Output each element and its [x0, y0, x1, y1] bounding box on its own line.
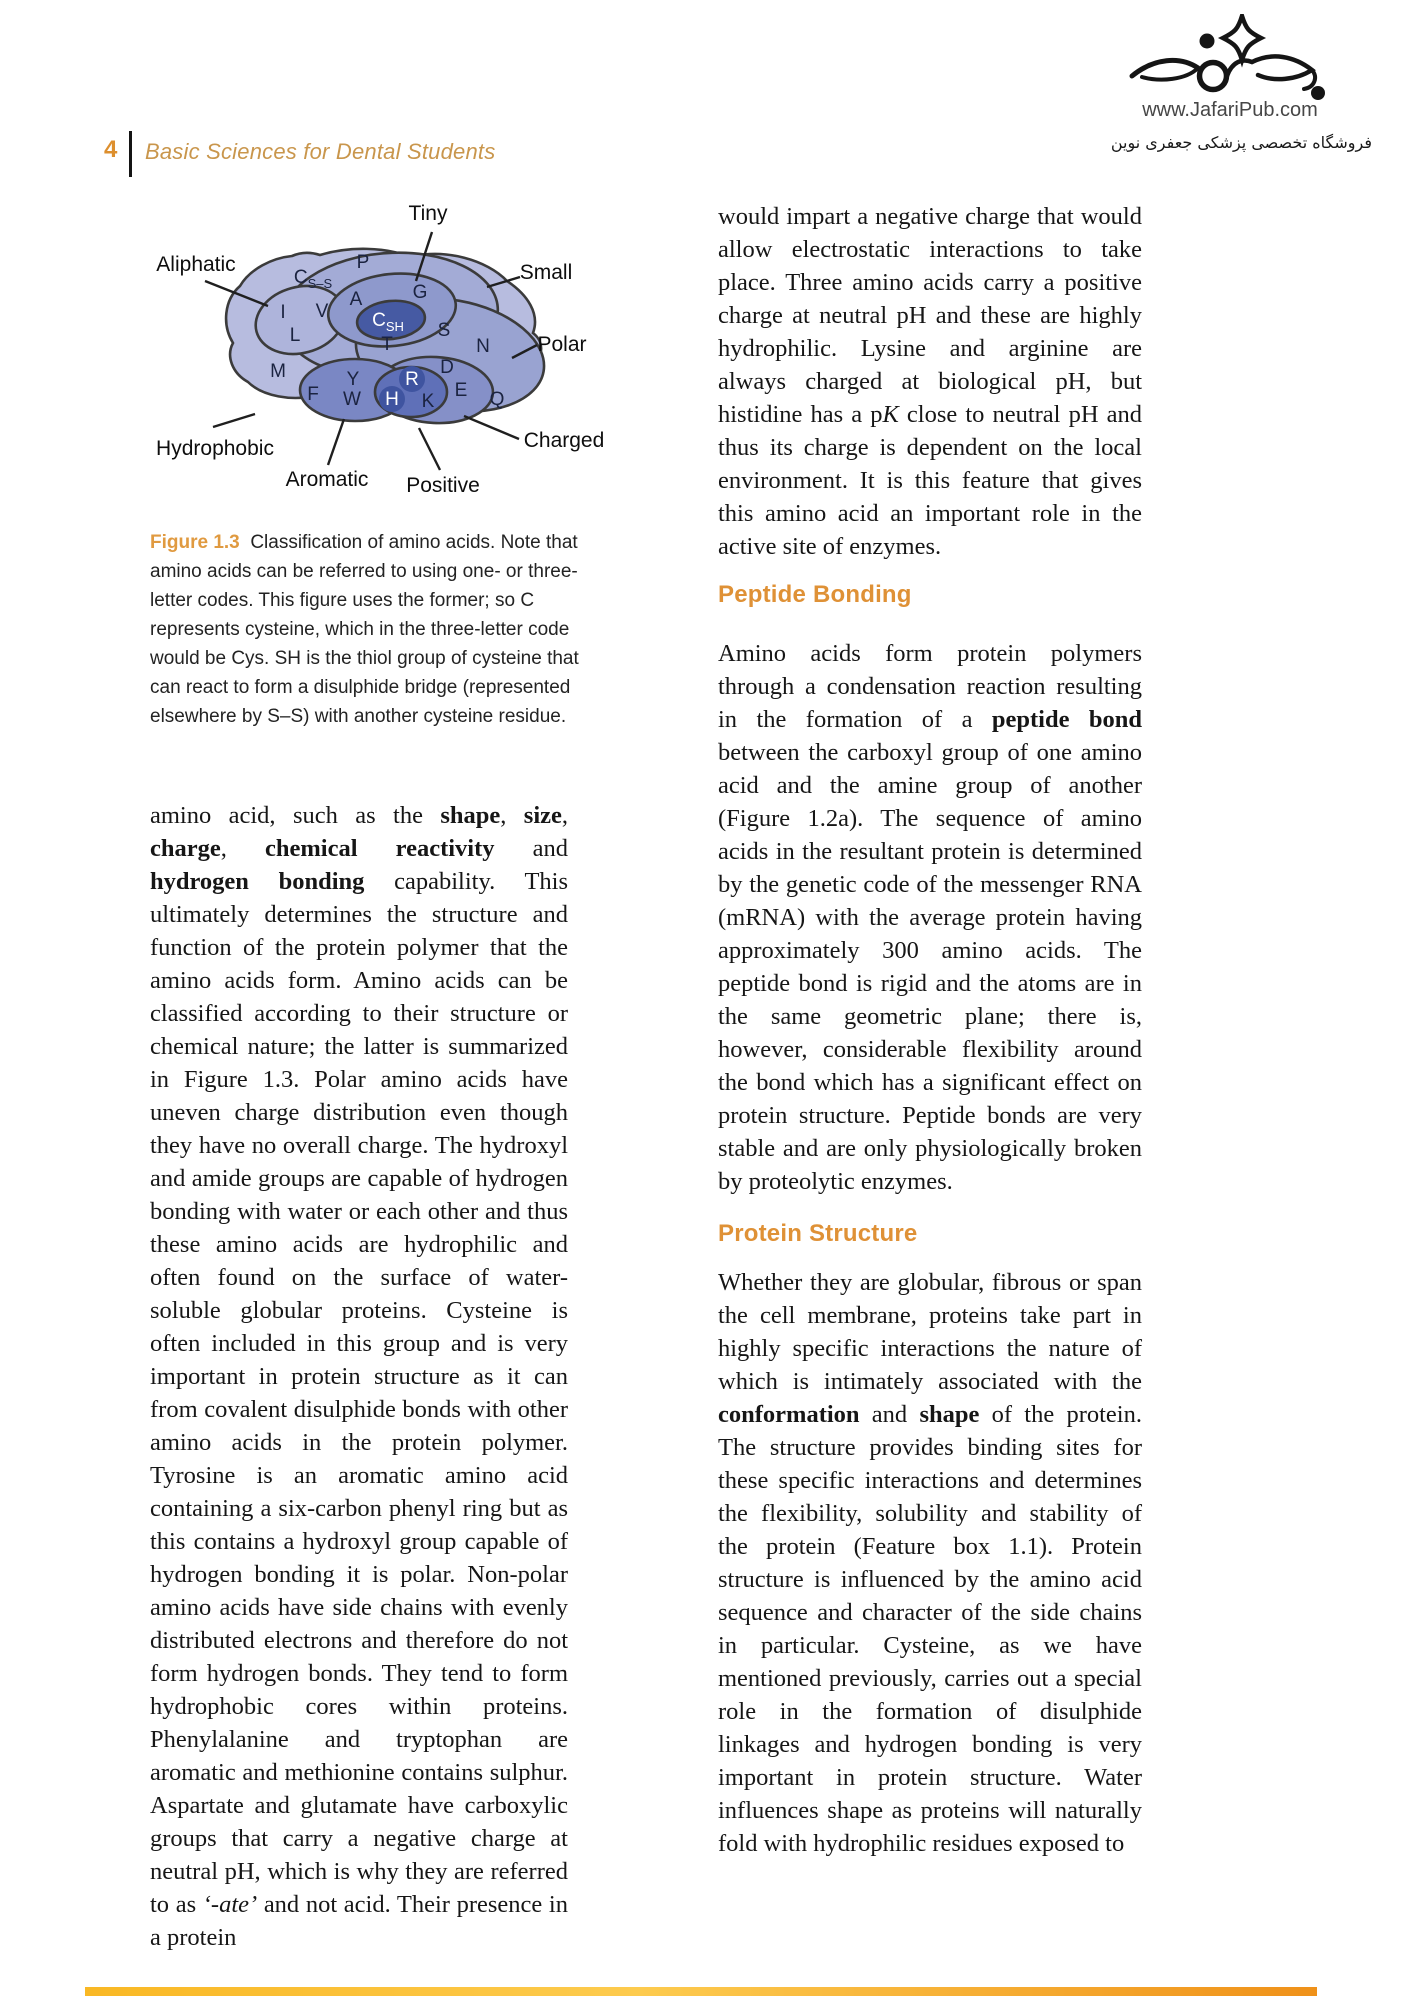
amino-acid-letter-S: S — [437, 320, 451, 341]
jafaripub-logo-icon — [1124, 14, 1336, 106]
figure-amino-acid-venn-diagram — [140, 195, 620, 505]
amino-acid-letter-N: N — [476, 336, 490, 357]
text-segment: peptide bond — [991, 706, 1143, 733]
amino-acid-letter-T: T — [381, 334, 393, 355]
page-number: 4 — [104, 136, 118, 163]
text-segment: shape — [919, 1401, 980, 1428]
region-label-small: Small — [519, 261, 573, 284]
text-segment: and — [859, 1401, 920, 1428]
text-segment: chemical reactivity — [265, 835, 495, 862]
amino-acid-letter-H: H — [385, 389, 399, 410]
publisher-tagline-farsi: فروشگاه تخصصی پزشکی جعفری نوین — [1110, 133, 1372, 152]
figure-caption — [150, 528, 605, 731]
right-column-paragraph-1 — [718, 200, 1142, 563]
header-divider-bar — [129, 131, 132, 177]
amino-acid-letter-R: R — [405, 369, 419, 390]
region-label-aliphatic: Aliphatic — [156, 253, 236, 276]
amino-acid-letter-L: L — [289, 325, 301, 346]
amino-acid-letter-G: G — [412, 282, 428, 303]
logo-dot-left — [1200, 34, 1215, 49]
amino-acid-letter-A: A — [349, 289, 363, 310]
section-heading-protein-structure: Protein Structure — [718, 1220, 918, 1247]
text-segment: Amino acids form protein polymers through a condensation reaction resulting in the formation of a — [718, 640, 1142, 733]
text-segment: shape — [440, 802, 501, 829]
amino-acid-letter-Y: Y — [346, 369, 360, 390]
region-label-positive: Positive — [406, 474, 480, 497]
text-segment: K — [882, 401, 899, 428]
amino-acid-letter-V: V — [315, 301, 329, 322]
text-segment: of the protein. The structure provides binding sites for these specific interactions and determines the flexibility, solubility and stability of the protein (Feature box 1.1). Protein structure is influenced by the amino acid sequence and character of the side chains in particular. Cysteine, as we have mentioned previously, carries out a special role in the formation of disulphide linkages and hydrogen bonding is very important in protein structure. Water influences shape as proteins will naturally fold with hydrophilic residues exposed to — [718, 1401, 1142, 1857]
figure-caption-text: Classification of amino acids. Note that amino acids can be referred to using one- or three-letter codes. This figure uses the former; so C represents cysteine, which in the three-letter code would be Cys. SH is the thiol group of cysteine that can react to form a disulphide bridge (represented elsewhere by S–S) with another cysteine residue. — [150, 532, 579, 727]
region-label-tiny: Tiny — [408, 202, 448, 225]
text-segment: ‘-ate’ — [202, 1891, 258, 1918]
right-column-paragraph-2 — [718, 637, 1142, 1198]
region-label-charged: Charged — [523, 429, 605, 452]
region-label-aromatic: Aromatic — [285, 468, 369, 491]
running-title: Basic Sciences for Dental Students — [145, 139, 496, 164]
amino-acid-letter-P: P — [356, 252, 370, 273]
amino-acid-letter-C-SH: $C_{SH}$ — [372, 310, 404, 334]
text-segment: , — [220, 835, 265, 862]
right-column-paragraph-3 — [718, 1266, 1142, 1860]
region-label-hydrophobic: Hydrophobic — [156, 437, 274, 460]
bottom-accent-bar — [85, 1987, 1317, 1996]
left-column-paragraph — [150, 799, 568, 1954]
amino-acid-letter-D: D — [440, 357, 454, 378]
text-segment: size — [523, 802, 562, 829]
text-segment: charge — [150, 835, 221, 862]
text-segment: Whether they are globular, fibrous or span the cell membrane, proteins take part in highly specific interactions the nature of which is intimately associated with the — [718, 1269, 1142, 1395]
amino-acid-letter-M: M — [270, 361, 286, 382]
leader-line-charged — [464, 416, 519, 439]
amino-acid-letter-E: E — [454, 380, 468, 401]
leader-line-aromatic — [328, 419, 344, 465]
section-heading-peptide-bonding: Peptide Bonding — [718, 581, 912, 608]
leader-line-hydrophobic — [213, 414, 255, 427]
amino-acid-letter-C-S–S: $C_{S-S}$ — [293, 267, 333, 291]
logo-star — [1223, 16, 1261, 60]
text-segment: conformation — [718, 1401, 860, 1428]
text-segment: would impart a negative charge that would allow electrostatic interactions to take place. Three amino acids carry a positive charge at neutral pH and these are highly hydrophilic. Lysine and arginine are always charged at biological pH, but histidine has a p — [718, 203, 1142, 428]
logo-dot-right — [1311, 86, 1325, 100]
text-segment: , — [500, 802, 524, 829]
amino-acid-letter-W: W — [343, 389, 361, 410]
text-segment: capability. This ultimately determines the structure and function of the protein polymer that the amino acids form. Amino acids can be classified according to their structure or chemical nature; the latter is summarized in Figure 1.3. Polar amino acids have uneven charge distribution even though they have no overall charge. The hydroxyl and amide groups are capable of hydrogen bonding with water or each other and thus these amino acids are hydrophilic and often found on the surface of water-soluble globular proteins. Cysteine is often included in this group and is very important in protein structure as it can from covalent disulphide bonds with other amino acids in the protein polymer. Tyrosine is an aromatic amino acid containing a six-carbon phenyl ring but as this contains a hydroxyl group capable of hydrogen bonding it is polar. Non-polar amino acids have side chains with evenly distributed electrons and therefore do not form hydrogen bonds. They tend to form hydrophobic cores within proteins. Phenylalanine and tryptophan are aromatic and methionine contains sulphur. Aspartate and glutamate have carboxylic groups that carry a negative charge at neutral pH, which is why they are referred to as — [150, 868, 569, 1918]
figure-caption-label: Figure 1.3 — [150, 532, 240, 553]
text-segment: hydrogen bonding — [150, 868, 365, 895]
amino-acid-letter-Q: Q — [489, 389, 505, 410]
amino-acid-letter-F: F — [307, 384, 319, 405]
region-label-polar: Polar — [537, 333, 587, 356]
leader-line-positive — [419, 428, 440, 470]
amino-acid-letter-K: K — [421, 391, 435, 412]
text-segment: amino acid, such as the — [150, 802, 441, 829]
text-segment: and not acid. Their presence in a protein — [150, 1891, 568, 1951]
text-segment: , — [561, 802, 569, 829]
publisher-website: www.JafariPub.com — [1142, 99, 1318, 121]
text-segment: between the carboxyl group of one amino acid and the amine group of another (Figure 1.2a). The sequence of amino acids in the resultant protein is determined by the genetic code of the messenger RNA (mRNA) with the average protein having approximately 300 amino acids. The peptide bond is rigid and the atoms are in the same geometric plane; there is, however, considerable flexibility around the bond which has a significant effect on protein structure. Peptide bonds are very stable and are only physiologically broken by proteolytic enzymes. — [718, 739, 1142, 1195]
amino-acid-letter-I: I — [280, 302, 286, 323]
text-segment: and — [494, 835, 569, 862]
text-segment: close to neutral pH and thus its charge is dependent on the local environment. It is this feature that gives this amino acid an important role in the active site of enzymes. — [718, 401, 1142, 560]
